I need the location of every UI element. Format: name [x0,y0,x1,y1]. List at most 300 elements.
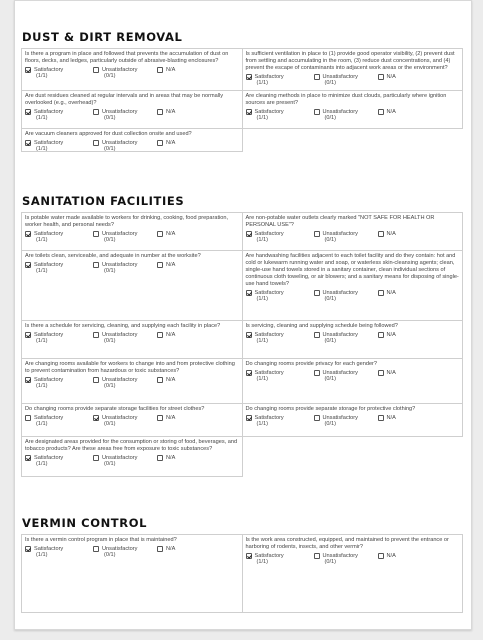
question-row [21,48,464,90]
unsat-count: (0/1) [324,80,337,87]
question-cell [242,250,464,321]
na-label-group [166,67,175,73]
sat-count: (1/1) [256,421,269,428]
sat-label-group [34,109,63,122]
sat-count: (1/1) [36,338,48,345]
na-label: N/A [166,67,176,73]
na-label: N/A [166,109,176,115]
sat-label-group [34,415,63,428]
sat-count: (1/1) [36,73,48,80]
sat-checkbox[interactable] [25,67,31,73]
sat-label: Satisfactory [254,553,284,559]
unsat-checkbox[interactable] [93,377,99,383]
unsat-option[interactable] [93,67,157,80]
sat-label-group [255,415,284,428]
sat-option[interactable] [25,140,93,153]
question-row [21,403,464,436]
sat-count: (1/1) [36,552,48,559]
na-label: N/A [166,332,176,338]
question-text: Are handwashing facilities adjacent to each toilet facility and do they contain: hot and cold or lukewarm running water and soap, or waterless skin-cleansing agents; clean, single-use hand towels stored in a sanitary container, clean individual sections of continuous cloth toweling, or air blowers; and a sanitary means for disposing of single-use hand towels? [245,253,459,287]
unsat-checkbox[interactable] [93,231,99,237]
na-checkbox[interactable] [157,332,163,338]
na-label-group [387,415,396,421]
unsat-option[interactable] [314,290,378,303]
na-checkbox[interactable] [157,140,163,146]
sat-label: Satisfactory [254,290,284,296]
sat-label: Satisfactory [34,231,64,237]
sat-label: Satisfactory [254,370,284,376]
unsat-option[interactable] [93,332,157,345]
unsat-count: (0/1) [104,73,116,80]
na-label: N/A [386,109,396,115]
sat-checkbox[interactable] [25,377,31,383]
unsat-option[interactable] [314,553,378,566]
sat-option[interactable] [25,262,93,275]
na-checkbox[interactable] [378,415,384,421]
empty-cell [242,436,464,477]
unsat-label: Unsatisfactory [102,415,138,421]
na-option[interactable] [378,332,396,345]
sat-label-group [34,455,63,468]
unsat-label: Unsatisfactory [102,546,138,552]
sat-count: (1/1) [256,296,269,303]
unsat-option[interactable] [314,109,378,122]
sat-checkbox[interactable] [246,231,252,237]
na-option[interactable] [378,74,396,87]
answer-options [25,109,239,122]
na-option[interactable] [378,231,396,244]
sat-count: (1/1) [256,338,269,345]
na-checkbox[interactable] [157,262,163,268]
na-option[interactable] [378,109,396,122]
question-cell [242,90,464,129]
na-label: N/A [386,332,396,338]
sat-option[interactable] [25,231,93,244]
unsat-option[interactable] [314,74,378,87]
unsat-count: (0/1) [104,383,116,390]
unsat-label: Unsatisfactory [322,290,358,296]
unsat-label: Unsatisfactory [322,74,358,80]
sat-option[interactable] [25,67,93,80]
section-grid-vermin-control [21,534,464,612]
sat-checkbox[interactable] [25,546,31,552]
unsat-label: Unsatisfactory [102,455,138,461]
question-text: Is potable water made available to workers for drinking, cooking, food preparation, worker health, and personal needs? [25,215,229,228]
sat-option[interactable] [25,109,93,122]
question-text: Is servicing, cleaning and supplying schedule being followed? [245,323,398,329]
sat-checkbox[interactable] [246,553,252,559]
sat-label: Satisfactory [34,262,64,268]
na-checkbox[interactable] [378,109,384,115]
unsat-option[interactable] [93,415,157,428]
na-option[interactable] [157,377,175,390]
sat-checkbox[interactable] [25,332,31,338]
question-row [21,212,464,250]
sat-count: (1/1) [36,237,48,244]
unsat-checkbox[interactable] [314,332,320,338]
sat-count: (1/1) [256,115,269,122]
na-checkbox[interactable] [378,332,384,338]
sat-checkbox[interactable] [246,370,252,376]
sat-option[interactable] [25,332,93,345]
unsat-label-group [323,370,358,383]
question-text: Is there a program in place and followed that prevents the accumulation of dust on floors, decks, and ledges, particularly outside of abrasive-blasting enclosures? [25,51,229,64]
na-label-group [166,377,175,383]
answer-options [246,332,460,345]
question-cell [21,358,243,404]
na-option[interactable] [157,332,175,345]
unsat-count: (0/1) [324,376,337,383]
unsat-checkbox[interactable] [314,290,320,296]
unsat-label-group [323,290,358,303]
na-option[interactable] [378,290,396,303]
answer-options [25,262,239,275]
question-cell [21,320,243,359]
na-option[interactable] [157,231,175,244]
unsat-count: (0/1) [324,296,337,303]
answer-options [246,290,460,303]
na-label: N/A [386,290,396,296]
unsat-count: (0/1) [324,237,337,244]
sat-checkbox[interactable] [25,455,31,461]
na-label: N/A [166,415,176,421]
na-option[interactable] [378,370,396,383]
na-option[interactable] [157,109,175,122]
answer-options [25,67,239,80]
sat-label-group [255,231,284,244]
section-title-sanitation-facilities: SANITATION FACILITIES [22,194,185,208]
unsat-label-group [102,332,137,345]
answer-options [246,109,460,122]
unsat-label: Unsatisfactory [102,377,138,383]
unsat-option[interactable] [314,332,378,345]
unsat-count: (0/1) [324,421,337,428]
unsat-count: (0/1) [324,338,337,345]
sat-option[interactable] [246,332,314,345]
sat-label-group [34,231,63,244]
na-label-group [387,74,396,80]
na-option[interactable] [378,553,396,566]
na-checkbox[interactable] [157,67,163,73]
unsat-label: Unsatisfactory [102,231,138,237]
unsat-label-group [102,455,137,468]
na-label: N/A [386,553,396,559]
unsat-label-group [102,140,137,153]
answer-options [25,415,239,428]
unsat-label: Unsatisfactory [102,109,138,115]
sat-option[interactable] [246,415,314,428]
section-title-dust-dirt-removal: DUST & DIRT REMOVAL [22,30,183,44]
sat-option[interactable] [25,415,93,428]
na-label-group [387,231,396,237]
unsat-label-group [102,262,137,275]
na-checkbox[interactable] [157,546,163,552]
question-cell [21,48,243,91]
unsat-label-group [102,231,137,244]
na-label: N/A [386,370,396,376]
unsat-option[interactable] [93,262,157,275]
section-title-vermin-control: VERMIN CONTROL [22,516,148,530]
sat-label-group [255,370,284,383]
na-label-group [387,109,396,115]
na-label-group [387,553,396,559]
na-label: N/A [166,262,176,268]
na-label-group [166,231,175,237]
sat-label: Satisfactory [34,67,64,73]
question-text: Are changing rooms available for workers to change into and from protective clothing to prevent contamination from hazardous or toxic substances? [25,361,235,374]
sat-checkbox[interactable] [25,140,31,146]
question-row [21,128,464,151]
sat-count: (1/1) [36,115,48,122]
sat-checkbox[interactable] [246,109,252,115]
unsat-checkbox[interactable] [93,332,99,338]
unsat-checkbox[interactable] [314,415,320,421]
na-label: N/A [386,231,396,237]
na-label-group [166,415,175,421]
na-checkbox[interactable] [378,231,384,237]
unsat-checkbox[interactable] [314,109,320,115]
unsat-option[interactable] [93,377,157,390]
sat-count: (1/1) [256,237,269,244]
sat-checkbox[interactable] [25,415,31,421]
unsat-option[interactable] [314,231,378,244]
sat-label: Satisfactory [34,415,64,421]
unsat-option[interactable] [93,109,157,122]
sat-label: Satisfactory [254,109,284,115]
sat-option[interactable] [246,290,314,303]
sat-checkbox[interactable] [246,290,252,296]
unsat-checkbox[interactable] [314,370,320,376]
na-checkbox[interactable] [157,415,163,421]
question-text: Are non-potable water outlets clearly marked "NOT SAFE FOR HEALTH OR PERSONAL USE"? [245,215,435,228]
sat-option[interactable] [25,377,93,390]
sat-label-group [255,290,284,303]
unsat-label: Unsatisfactory [102,140,138,146]
na-label-group [387,370,396,376]
sat-option[interactable] [246,109,314,122]
sat-label-group [34,332,63,345]
na-option[interactable] [157,546,175,559]
sat-option[interactable] [25,455,93,468]
na-label-group [166,262,175,268]
unsat-option[interactable] [93,231,157,244]
question-text: Is there a schedule for servicing, cleaning, and supplying each facility in place? [25,323,221,329]
sat-checkbox[interactable] [246,332,252,338]
unsat-checkbox[interactable] [93,140,99,146]
na-label: N/A [166,140,176,146]
unsat-count: (0/1) [104,146,116,153]
unsat-option[interactable] [93,546,157,559]
sat-label-group [34,377,63,390]
sat-label: Satisfactory [34,455,64,461]
sat-option[interactable] [246,370,314,383]
question-row [21,358,464,403]
question-text: Are designated areas provided for the consumption or storing of food, beverages, and tobacco products? Are these areas free from exposure to toxic substances? [25,439,238,452]
unsat-count: (0/1) [104,552,116,559]
na-option[interactable] [378,415,396,428]
na-checkbox[interactable] [378,553,384,559]
na-label-group [166,109,175,115]
unsat-label-group [323,415,358,428]
unsat-checkbox[interactable] [93,67,99,73]
section-grid-sanitation-facilities [21,212,464,476]
unsat-label: Unsatisfactory [322,332,358,338]
unsat-label-group [323,74,358,87]
answer-options [25,332,239,345]
na-label: N/A [166,231,176,237]
answer-options [25,377,239,390]
na-option[interactable] [157,415,175,428]
question-row [21,320,464,358]
question-cell [242,358,464,404]
question-cell [21,212,243,251]
na-option[interactable] [157,455,175,468]
question-text: Are toilets clean, serviceable, and adequate in number at the worksite? [25,253,201,259]
unsat-checkbox[interactable] [93,109,99,115]
unsat-count: (0/1) [104,237,116,244]
unsat-label: Unsatisfactory [322,415,358,421]
unsat-count: (0/1) [324,559,337,566]
question-cell [21,90,243,129]
unsat-checkbox[interactable] [93,262,99,268]
na-checkbox[interactable] [157,231,163,237]
unsat-label-group [323,109,358,122]
sat-count: (1/1) [36,383,48,390]
unsat-checkbox[interactable] [93,546,99,552]
unsat-label-group [323,231,358,244]
answer-options [246,231,460,244]
unsat-label: Unsatisfactory [102,332,138,338]
unsat-label-group [323,553,358,566]
unsat-label-group [102,415,137,428]
na-checkbox[interactable] [378,74,384,80]
question-cell [242,320,464,359]
na-label-group [166,546,175,552]
unsat-checkbox[interactable] [314,74,320,80]
unsat-option[interactable] [314,370,378,383]
answer-options [246,553,460,566]
unsat-count: (0/1) [104,421,116,428]
sat-checkbox[interactable] [25,231,31,237]
na-label: N/A [386,415,396,421]
na-checkbox[interactable] [378,370,384,376]
unsat-count: (0/1) [104,338,116,345]
answer-options [25,455,239,468]
sat-label-group [34,140,63,153]
sat-label-group [34,262,63,275]
question-cell [21,128,243,152]
na-checkbox[interactable] [157,455,163,461]
question-cell [21,250,243,321]
sat-checkbox[interactable] [25,262,31,268]
unsat-checkbox[interactable] [93,455,99,461]
na-label-group [387,290,396,296]
unsat-option[interactable] [93,140,157,153]
answer-options [25,140,239,153]
na-checkbox[interactable] [157,377,163,383]
sat-option[interactable] [246,231,314,244]
na-label-group [166,140,175,146]
question-text: Is the work area constructed, equipped, and maintained to prevent the entrance or harboring of rodents, insects, and other vermir? [245,537,449,550]
empty-cell [242,128,464,152]
question-row [21,436,464,476]
answer-options [25,546,239,559]
answer-options [246,415,460,428]
sat-count: (1/1) [256,80,269,87]
sat-checkbox[interactable] [246,415,252,421]
unsat-checkbox[interactable] [314,553,320,559]
sat-label: Satisfactory [34,332,64,338]
question-text: Are cleaning methods in place to minimize dust clouds, particularly where ignition sources are present? [245,93,447,106]
na-label-group [166,455,175,461]
question-text: Are dust residues cleaned at regular intervals and in areas that may be normally overlooked (e.g., overhead)? [25,93,224,106]
unsat-label: Unsatisfactory [102,262,138,268]
section-grid-dust-dirt-removal [21,48,464,151]
sat-label-group [255,553,284,566]
na-label: N/A [166,546,176,552]
na-label: N/A [166,377,176,383]
question-text: Do changing rooms provide privacy for each gender? [245,361,378,367]
na-option[interactable] [157,140,175,153]
na-checkbox[interactable] [157,109,163,115]
sat-label-group [34,67,63,80]
unsat-option[interactable] [93,455,157,468]
sat-label: Satisfactory [254,332,284,338]
unsat-checkbox[interactable] [314,231,320,237]
unsat-label: Unsatisfactory [102,67,138,73]
sat-label-group [34,546,63,559]
na-checkbox[interactable] [378,290,384,296]
question-cell [21,436,243,477]
unsat-label-group [102,109,137,122]
question-text: Is sufficient ventilation in place to (1) provide good operator visibility, (2) prevent dust from settling and accumulating in the room, (3) reduce dust concentrations, and (4) prevent the escape of contaminants into adjacent work areas or the environment? [245,51,455,71]
sat-checkbox[interactable] [246,74,252,80]
unsat-label: Unsatisfactory [322,231,358,237]
sat-label: Satisfactory [34,140,64,146]
na-option[interactable] [157,262,175,275]
question-text: Are vacuum cleaners approved for dust collection onsite and used? [25,131,192,137]
unsat-count: (0/1) [324,115,337,122]
unsat-checkbox[interactable] [93,415,99,421]
unsat-count: (0/1) [104,115,116,122]
na-label-group [166,332,175,338]
unsat-label-group [102,546,137,559]
sat-label: Satisfactory [254,74,284,80]
question-row [21,250,464,320]
answer-options [246,370,460,383]
na-label: N/A [386,74,396,80]
sat-option[interactable] [246,553,314,566]
sat-option[interactable] [246,74,314,87]
sat-label-group [255,74,284,87]
answer-options [25,231,239,244]
na-option[interactable] [157,67,175,80]
sat-count: (1/1) [256,559,269,566]
unsat-option[interactable] [314,415,378,428]
unsat-label-group [102,67,137,80]
sat-count: (1/1) [36,461,48,468]
unsat-count: (0/1) [104,461,116,468]
sat-checkbox[interactable] [25,109,31,115]
unsat-label: Unsatisfactory [322,553,358,559]
sat-count: (1/1) [36,146,48,153]
answer-options [246,74,460,87]
sat-option[interactable] [25,546,93,559]
question-text: Is there a vermin control program in place that is maintained? [25,537,177,543]
question-text: Do changing rooms provide separate storage facilities for street clothes? [25,406,205,412]
sat-count: (1/1) [256,376,269,383]
na-label: N/A [166,455,176,461]
